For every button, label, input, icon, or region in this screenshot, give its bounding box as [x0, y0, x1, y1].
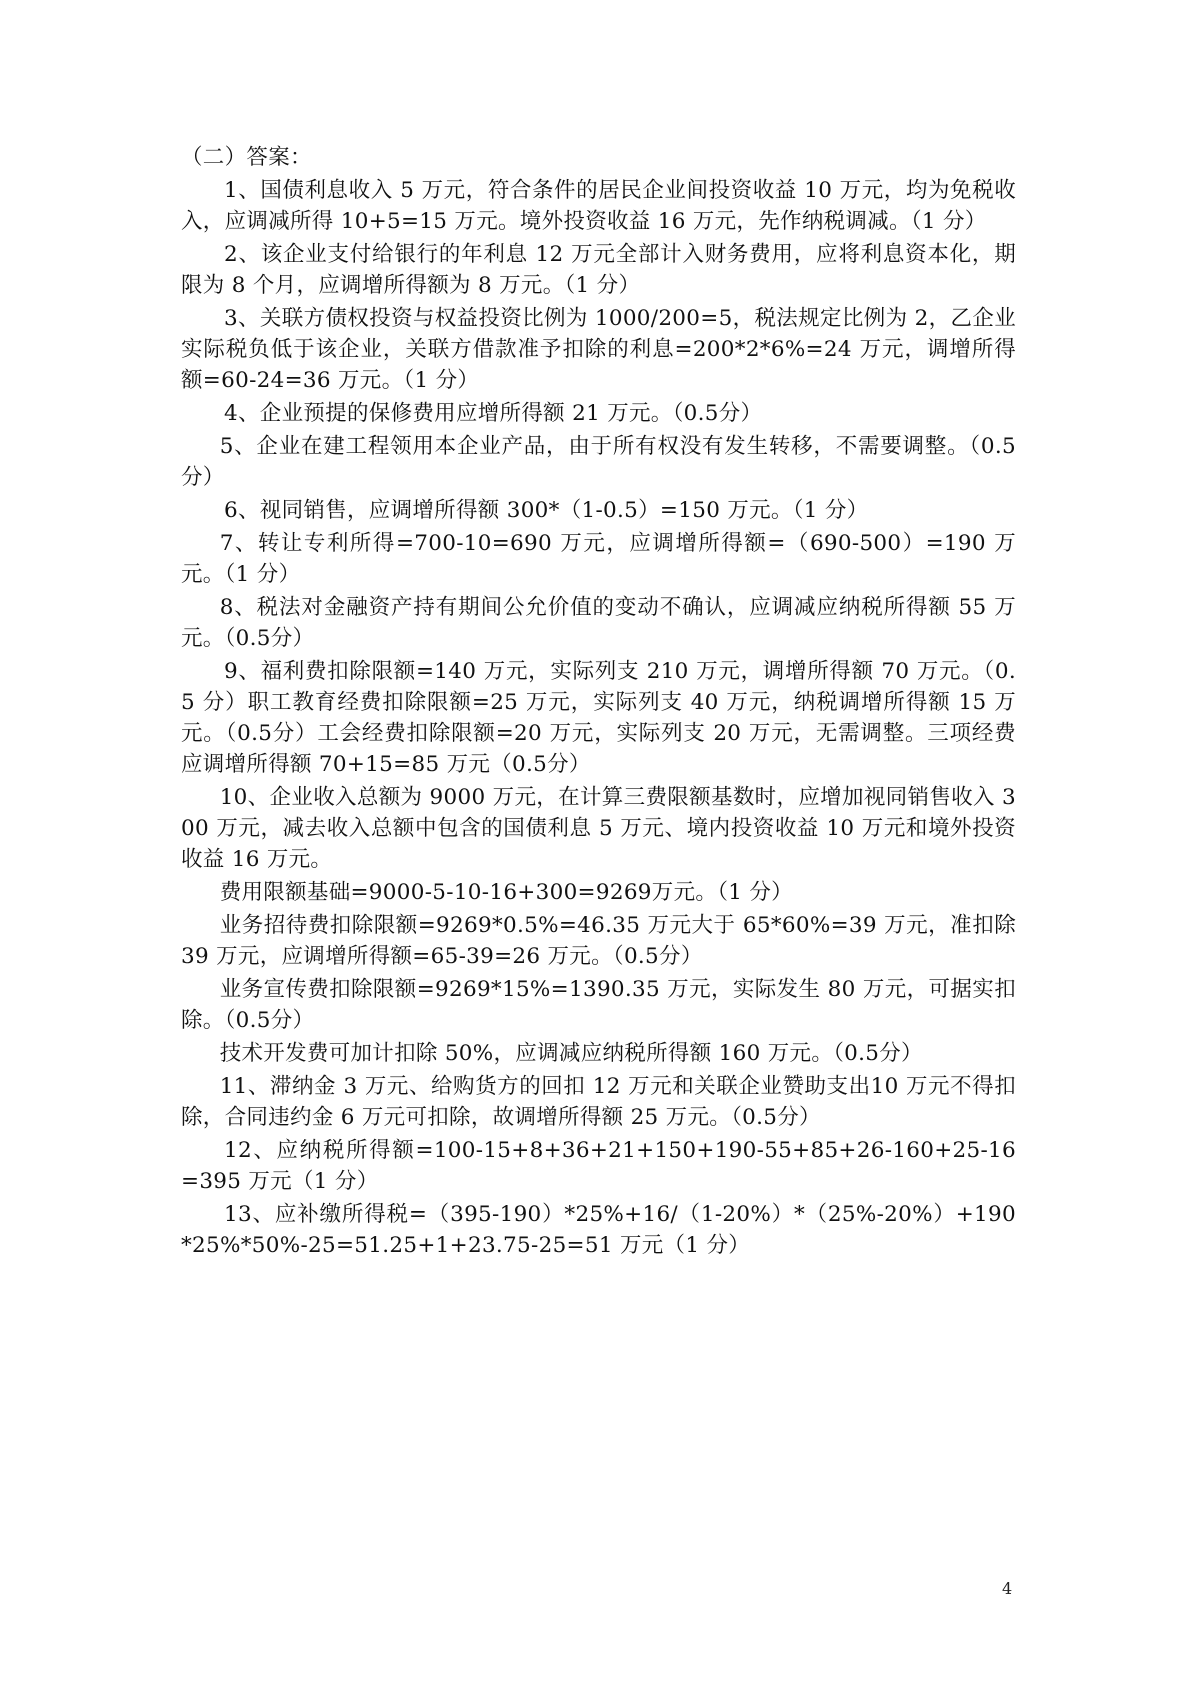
answer-item-13: 13、应补缴所得税=（395-190）*25%+16/（1-20%）*（25%-20%）+190*25%*50%-25=51.25+1+23.75-25=51 万元（1 分） [181, 1202, 1016, 1258]
answer-item-7: 7、转让专利所得=700-10=690 万元，应调增所得额=（690-500）=190 万元。（1 分） [181, 531, 1016, 587]
answer-item-8: 8、税法对金融资产持有期间公允价值的变动不确认，应调减应纳税所得额 55 万元。（0.5分） [181, 595, 1016, 651]
answer-item-2: 2、该企业支付给银行的年利息 12 万元全部计入财务费用，应将利息资本化，期限为 8 个月，应调增所得额为 8 万元。（1 分） [181, 242, 1016, 298]
answer-item-6: 6、视同销售，应调增所得额 300*（1-0.5）=150 万元。（1 分） [224, 498, 869, 523]
rd-expense-deduction: 技术开发费可加计扣除 50%，应调减应纳税所得额 160 万元。（0.5分） [219, 1041, 923, 1066]
answer-item-4: 4、企业预提的保修费用应增所得额 21 万元。（0.5分） [224, 401, 763, 426]
answer-item-9: 9、福利费扣除限额=140 万元，实际列支 210 万元，调增所得额 70 万元。（0.5 分）职工教育经费扣除限额=25 万元，实际列支 40 万元，纳税调增所得额 15 万元。（0.5分）工会经费扣除限额=20 万元，实际列支 20 万元，无需调整。三项经费应调增所得额 70+15=85 万元（0.5分） [181, 659, 1016, 777]
section-heading: （二）答案： [181, 145, 312, 170]
advertising-expense-limit: 业务宣传费扣除限额=9269*15%=1390.35 万元，实际发生 80 万元，可据实扣除。（0.5分） [181, 977, 1016, 1033]
document-body [181, 142, 1016, 1263]
page-number: 4 [1002, 1579, 1013, 1598]
answer-item-10: 10、企业收入总额为 9000 万元，在计算三费限额基数时，应增加视同销售收入 300 万元，减去收入总额中包含的国债利息 5 万元、境内投资收益 10 万元和境外投资收益 16 万元。 [181, 785, 1016, 872]
answer-item-1: 1、国债利息收入 5 万元，符合条件的居民企业间投资收益 10 万元，均为免税收入，应调减所得 10+5=15 万元。境外投资收益 16 万元，先作纳税调减。（1 分） [181, 178, 1016, 234]
answer-item-5: 5、企业在建工程领用本企业产品，由于所有权没有发生转移，不需要调整。（0.5分） [181, 434, 1016, 490]
entertainment-expense-limit: 业务招待费扣除限额=9269*0.5%=46.35 万元大于 65*60%=39 万元，准扣除 39 万元，应调增所得额=65-39=26 万元。（0.5分） [181, 913, 1016, 969]
expense-limit-base: 费用限额基础=9000-5-10-16+300=9269万元。（1 分） [219, 880, 793, 905]
answer-item-3: 3、关联方债权投资与权益投资比例为 1000/200=5，税法规定比例为 2，乙企业实际税负低于该企业，关联方借款准予扣除的利息=200*2*6%=24 万元，调增所得额=60-24=36 万元。（1 分） [181, 306, 1016, 393]
answer-item-11: 11、滞纳金 3 万元、给购货方的回扣 12 万元和关联企业赞助支出10 万元不得扣除，合同违约金 6 万元可扣除，故调增所得额 25 万元。（0.5分） [181, 1074, 1016, 1130]
answer-item-12: 12、应纳税所得额=100-15+8+36+21+150+190-55+85+26-160+25-16=395 万元（1 分） [181, 1138, 1016, 1194]
